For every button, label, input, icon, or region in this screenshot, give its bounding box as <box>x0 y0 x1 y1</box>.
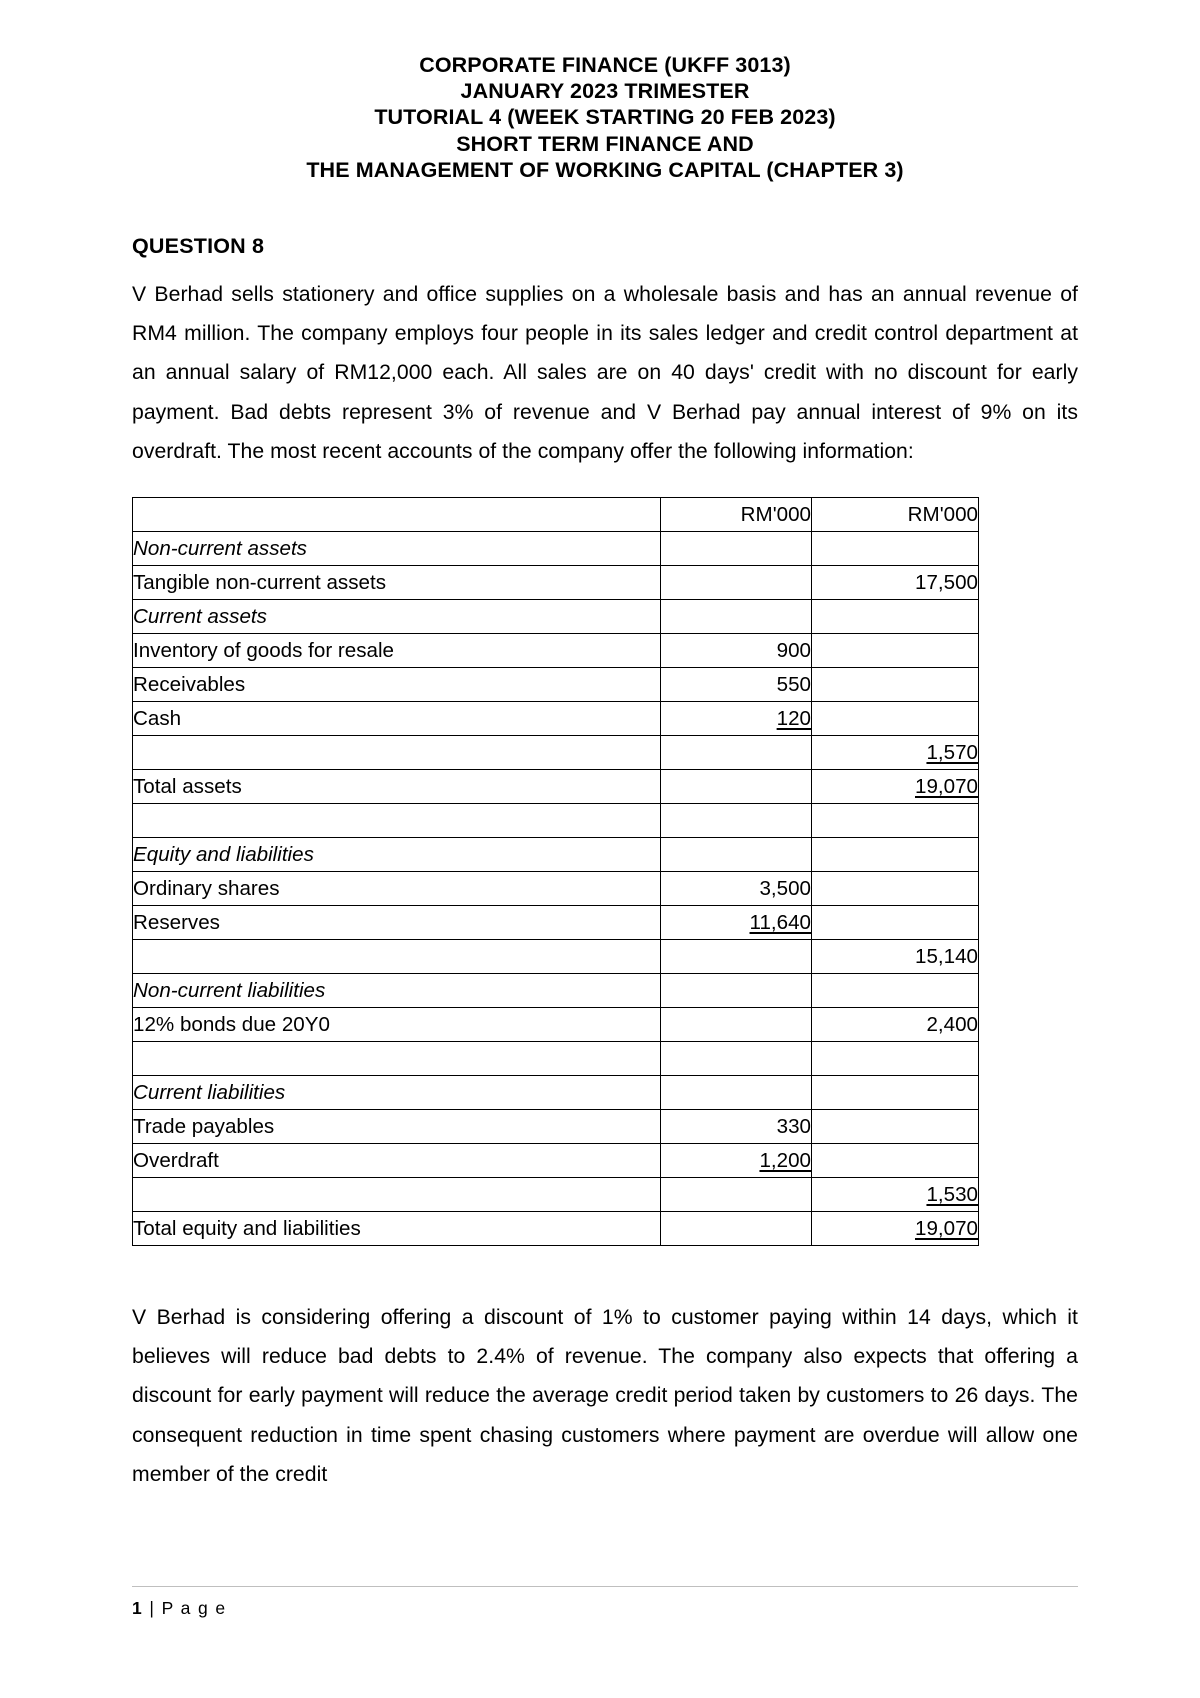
table-row-label <box>133 1178 661 1212</box>
table-cell-col1 <box>661 1042 812 1076</box>
table-cell-col2-value: 17,500 <box>915 570 978 594</box>
table-cell-col1 <box>661 1178 812 1212</box>
table-row-label <box>133 736 661 770</box>
table-cell-col2 <box>812 668 979 702</box>
table-cell-col2 <box>812 702 979 736</box>
table-cell-col1-value: 550 <box>776 672 811 696</box>
financial-statement-table <box>132 497 979 1246</box>
table-row <box>133 532 979 566</box>
table-row <box>133 1144 979 1178</box>
table-cell-col2 <box>812 1178 979 1212</box>
table-row-label: Tangible non-current assets <box>133 566 661 600</box>
table-cell-col2 <box>812 940 979 974</box>
table-cell-col2 <box>812 872 979 906</box>
table-row-label: Total equity and liabilities <box>133 1212 661 1246</box>
table-row-label: Inventory of goods for resale <box>133 634 661 668</box>
table-cell-col2 <box>812 1042 979 1076</box>
table-row-label: Ordinary shares <box>133 872 661 906</box>
table-row <box>133 634 979 668</box>
table-row <box>133 1212 979 1246</box>
table-cell-col1 <box>661 668 812 702</box>
page-footer <box>132 1598 227 1619</box>
table-row <box>133 1110 979 1144</box>
table-cell-col1 <box>661 600 812 634</box>
table-row <box>133 668 979 702</box>
table-cell-col1 <box>661 1212 812 1246</box>
table-cell-col1 <box>661 804 812 838</box>
table-cell-col2 <box>812 1212 979 1246</box>
table-cell-col2 <box>812 1008 979 1042</box>
question-label: QUESTION 8 <box>132 234 265 259</box>
table-row-label: Receivables <box>133 668 661 702</box>
table-row-label: Current liabilities <box>133 1076 661 1110</box>
footer-separator: | <box>149 1598 156 1618</box>
table-cell-col2-value: 19,070 <box>915 1216 978 1240</box>
table-cell-col1 <box>661 566 812 600</box>
table-row <box>133 1008 979 1042</box>
table-cell-col2 <box>812 566 979 600</box>
table-cell-col1 <box>661 1110 812 1144</box>
heading-line-5: THE MANAGEMENT OF WORKING CAPITAL (CHAPTER 3) <box>306 157 904 182</box>
heading-line-4: SHORT TERM FINANCE AND <box>456 131 754 156</box>
table-row-label: 12% bonds due 20Y0 <box>133 1008 661 1042</box>
table-cell-col2 <box>812 600 979 634</box>
table-cell-col2 <box>812 838 979 872</box>
table-row <box>133 906 979 940</box>
table-row-label: Reserves <box>133 906 661 940</box>
table-row-label: Trade payables <box>133 1110 661 1144</box>
intro-paragraph: V Berhad sells stationery and office supplies on a wholesale basis and has an annual revenue of RM4 million. The company employs four people in its sales ledger and credit control department at an annual salary of RM12,000 each. All sales are on 40 days' credit with no discount for early payment. Bad debts represent 3% of revenue and V Berhad pay annual interest of 9% on its overdraft. The most recent accounts of the company offer the following information: <box>132 283 1078 463</box>
table-cell-col2 <box>812 736 979 770</box>
table-row-label: Non-current liabilities <box>133 974 661 1008</box>
table-row <box>133 736 979 770</box>
table-row <box>133 974 979 1008</box>
table-cell-col2-value: 19,070 <box>915 774 978 798</box>
table-cell-col1 <box>661 770 812 804</box>
table-row <box>133 1178 979 1212</box>
heading-line-2: JANUARY 2023 TRIMESTER <box>460 79 750 104</box>
footer-page-word: P a g e <box>161 1598 227 1618</box>
table-cell-col1-value: 1,200 <box>759 1148 811 1172</box>
table-row-label: Total assets <box>133 770 661 804</box>
table-cell-col1-value: 900 <box>776 638 811 662</box>
table-cell-col1 <box>661 838 812 872</box>
table-cell-col1 <box>661 906 812 940</box>
table-header-col1: RM'000 <box>661 498 812 532</box>
table-row <box>133 600 979 634</box>
document-heading <box>132 52 1078 183</box>
table-cell-col2-value: 1,530 <box>926 1182 978 1206</box>
table-row <box>133 702 979 736</box>
table-cell-col1 <box>661 872 812 906</box>
table-cell-col1 <box>661 1144 812 1178</box>
closing-paragraph: V Berhad is considering offering a discount of 1% to customer paying within 14 days, which it believes will reduce bad debts to 2.4% of revenue. The company also expects that offering a discount for early payment will reduce the average credit period taken by customers to 26 days. The consequent reduction in time spent chasing customers where payment are overdue will allow one member of the credit <box>132 1306 1078 1486</box>
table-cell-col1 <box>661 634 812 668</box>
table-cell-col2 <box>812 1076 979 1110</box>
table-row <box>133 940 979 974</box>
table-cell-col2 <box>812 906 979 940</box>
table-cell-col1 <box>661 736 812 770</box>
table-cell-col2-value: 2,400 <box>926 1012 978 1036</box>
footer-page-number: 1 <box>132 1598 144 1618</box>
table-row-label: Current assets <box>133 600 661 634</box>
table-row-label: Non-current assets <box>133 532 661 566</box>
table-cell-col2 <box>812 532 979 566</box>
table-cell-col1-value: 120 <box>776 706 811 730</box>
table-row <box>133 566 979 600</box>
table-cell-col2 <box>812 770 979 804</box>
footer-divider <box>132 1586 1078 1587</box>
table-row <box>133 1042 979 1076</box>
heading-line-3: TUTORIAL 4 (WEEK STARTING 20 FEB 2023) <box>374 105 836 130</box>
table-row <box>133 838 979 872</box>
table-cell-col2 <box>812 974 979 1008</box>
table-cell-col1 <box>661 1076 812 1110</box>
table-cell-col2 <box>812 804 979 838</box>
table-row-label: Cash <box>133 702 661 736</box>
table-row-label <box>133 1042 661 1076</box>
table-cell-col2-value: 1,570 <box>926 740 978 764</box>
table-cell-col1 <box>661 702 812 736</box>
table-row-label <box>133 940 661 974</box>
table-row-label: Overdraft <box>133 1144 661 1178</box>
table-cell-col1-value: 3,500 <box>759 876 811 900</box>
table-row <box>133 770 979 804</box>
table-header-row <box>133 498 979 532</box>
table-cell-col1-value: 11,640 <box>749 910 811 934</box>
table-cell-col1 <box>661 532 812 566</box>
table-cell-col2 <box>812 1144 979 1178</box>
table-cell-col1 <box>661 974 812 1008</box>
table-cell-col2-value: 15,140 <box>915 944 978 968</box>
table-cell-col2 <box>812 1110 979 1144</box>
table-header-col2: RM'000 <box>812 498 979 532</box>
table-row <box>133 804 979 838</box>
table-header-label <box>133 498 661 532</box>
table-body <box>133 532 979 1246</box>
table-row <box>133 872 979 906</box>
table-cell-col1 <box>661 940 812 974</box>
table-row-label: Equity and liabilities <box>133 838 661 872</box>
heading-line-1: CORPORATE FINANCE (UKFF 3013) <box>419 53 791 77</box>
table-cell-col1 <box>661 1008 812 1042</box>
table-cell-col1-value: 330 <box>776 1114 811 1138</box>
table-row <box>133 1076 979 1110</box>
table-cell-col2 <box>812 634 979 668</box>
table-row-label <box>133 804 661 838</box>
